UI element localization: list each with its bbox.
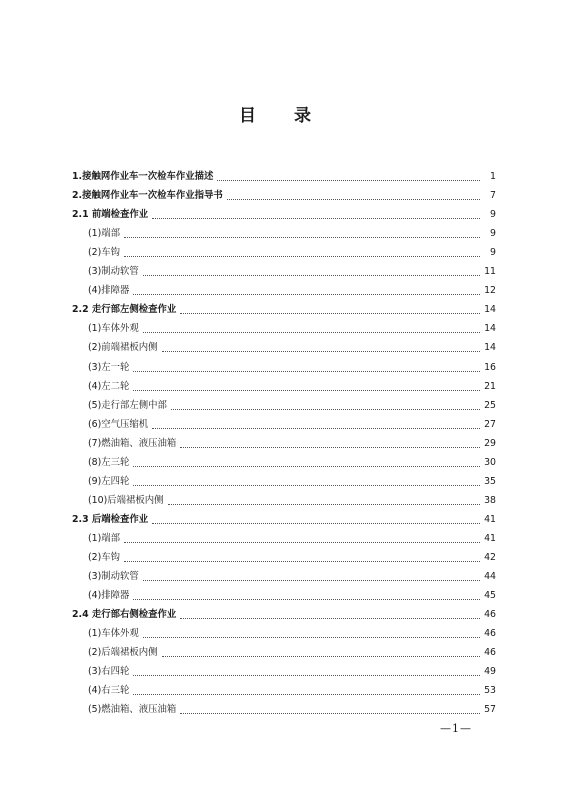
page-number: —1— [440, 722, 472, 735]
dot-leader [152, 523, 480, 524]
toc-entry-label: (3)制动软管 [88, 571, 139, 583]
toc-entry-page-number: 25 [484, 399, 496, 411]
toc-entry-page-number: 9 [490, 247, 496, 259]
toc-entry-page-number: 41 [484, 532, 496, 544]
dot-leader [133, 466, 480, 467]
toc-entry-label: 2.接触网作业车一次检车作业指导书 [72, 190, 223, 202]
toc-entry-label: 2.4 走行部右侧检查作业 [72, 609, 177, 621]
page-title: 目 录 [239, 106, 327, 126]
toc-subsection-entry [72, 564, 496, 583]
toc-entry-label: (3)左一轮 [88, 361, 130, 373]
dot-leader [152, 218, 480, 219]
toc-subsection-entry [72, 259, 496, 278]
toc-entry-page-number: 14 [484, 342, 496, 354]
toc-entry-page-number: 14 [484, 323, 496, 335]
dot-leader [168, 504, 481, 505]
toc-entry-label: 2.2 走行部左侧检查作业 [72, 304, 177, 316]
dot-leader [124, 561, 480, 562]
toc-subsection-entry [72, 374, 496, 393]
dot-leader [180, 713, 480, 714]
toc-entry-page-number: 38 [484, 494, 496, 506]
toc-subsection-entry [72, 526, 496, 545]
toc-entry-label: 1.接触网作业车一次检车作业描述 [72, 171, 214, 183]
toc-entry-label: (4)右三轮 [88, 685, 130, 697]
dot-leader [133, 694, 480, 695]
dot-leader [133, 390, 480, 391]
toc-subsection-entry [72, 354, 496, 373]
dot-leader [227, 199, 480, 200]
toc-entry-page-number: 30 [484, 456, 496, 468]
toc-section-entry [72, 202, 496, 221]
toc-entry-label: (4)排障器 [88, 285, 130, 297]
dot-leader [162, 656, 480, 657]
dot-leader [133, 599, 480, 600]
toc-entry-page-number: 53 [484, 685, 496, 697]
toc-section-entry [72, 507, 496, 526]
dot-leader [133, 485, 480, 486]
toc-subsection-entry [72, 278, 496, 297]
toc-entry-page-number: 16 [484, 361, 496, 373]
toc-entry-label: (4)排障器 [88, 590, 130, 602]
toc-entry-page-number: 9 [490, 228, 496, 240]
toc-entry-page-number: 41 [484, 513, 496, 525]
toc-entry-page-number: 45 [484, 590, 496, 602]
toc-entry-label: 2.3 后端检查作业 [72, 513, 149, 525]
toc-section-entry [72, 164, 496, 183]
dot-leader [180, 313, 480, 314]
toc-entry-page-number: 46 [484, 628, 496, 640]
toc-entry-page-number: 12 [484, 285, 496, 297]
toc-entry-label: (5)走行部左侧中部 [88, 399, 167, 411]
dot-leader [217, 180, 480, 181]
toc-entry-label: (2)车钩 [88, 551, 121, 563]
dot-leader [124, 237, 480, 238]
toc-section-entry [72, 602, 496, 621]
toc-entry-label: (5)燃油箱、液压油箱 [88, 704, 177, 716]
dot-leader [133, 294, 480, 295]
toc-entry-label: (4)左二轮 [88, 380, 130, 392]
toc-subsection-entry [72, 488, 496, 507]
toc-entry-page-number: 11 [484, 266, 496, 278]
toc-entry-label: (9)左四轮 [88, 475, 130, 487]
toc-entry-page-number: 46 [484, 609, 496, 621]
dot-leader [152, 428, 480, 429]
toc-subsection-entry [72, 545, 496, 564]
toc-entry-label: (2)车钩 [88, 247, 121, 259]
toc-subsection-entry [72, 412, 496, 431]
dot-leader [124, 256, 480, 257]
toc-entry-page-number: 27 [484, 418, 496, 430]
toc-subsection-entry [72, 583, 496, 602]
toc-entry-page-number: 57 [484, 704, 496, 716]
toc-entry-page-number: 14 [484, 304, 496, 316]
toc-subsection-entry [72, 469, 496, 488]
toc-subsection-entry [72, 335, 496, 354]
toc-subsection-entry [72, 240, 496, 259]
toc-entry-label: (3)右四轮 [88, 666, 130, 678]
toc-entry-page-number: 7 [490, 190, 496, 202]
dot-leader [143, 637, 480, 638]
dot-leader [133, 675, 480, 676]
toc-entry-label: (8)左三轮 [88, 456, 130, 468]
toc-subsection-entry [72, 678, 496, 697]
dot-leader [143, 580, 480, 581]
toc-entry-label: (1)端部 [88, 532, 121, 544]
toc-entry-label: (6)空气压缩机 [88, 418, 149, 430]
toc-section-entry [72, 297, 496, 316]
toc-subsection-entry [72, 621, 496, 640]
toc-entry-label: (2)前端裙板内侧 [88, 342, 158, 354]
dot-leader [180, 447, 480, 448]
toc-entry-label: 2.1 前端检查作业 [72, 209, 149, 221]
dot-leader [143, 275, 480, 276]
toc-entry-label: (7)燃油箱、液压油箱 [88, 437, 177, 449]
toc-entry-label: (1)车体外观 [88, 628, 139, 640]
table-of-contents [72, 164, 496, 716]
toc-entry-label: (1)端部 [88, 228, 121, 240]
toc-entry-page-number: 49 [484, 666, 496, 678]
toc-entry-page-number: 9 [490, 209, 496, 221]
toc-subsection-entry [72, 450, 496, 469]
toc-subsection-entry [72, 659, 496, 678]
dot-leader [180, 618, 480, 619]
dot-leader [133, 371, 480, 372]
toc-entry-page-number: 1 [490, 171, 496, 183]
dot-leader [124, 542, 480, 543]
toc-subsection-entry [72, 640, 496, 659]
toc-entry-page-number: 29 [484, 437, 496, 449]
toc-entry-page-number: 21 [484, 380, 496, 392]
dot-leader [171, 409, 480, 410]
toc-section-entry [72, 183, 496, 202]
dot-leader [162, 351, 480, 352]
toc-entry-label: (1)车体外观 [88, 323, 139, 335]
toc-entry-page-number: 35 [484, 475, 496, 487]
toc-entry-page-number: 46 [484, 647, 496, 659]
toc-subsection-entry [72, 431, 496, 450]
dot-leader [143, 332, 480, 333]
toc-entry-page-number: 42 [484, 551, 496, 563]
toc-entry-label: (10)后端裙板内侧 [88, 494, 164, 506]
toc-subsection-entry [72, 697, 496, 716]
toc-subsection-entry [72, 221, 496, 240]
toc-entry-label: (2)后端裙板内侧 [88, 647, 158, 659]
toc-entry-page-number: 44 [484, 571, 496, 583]
toc-subsection-entry [72, 393, 496, 412]
toc-entry-label: (3)制动软管 [88, 266, 139, 278]
toc-subsection-entry [72, 316, 496, 335]
